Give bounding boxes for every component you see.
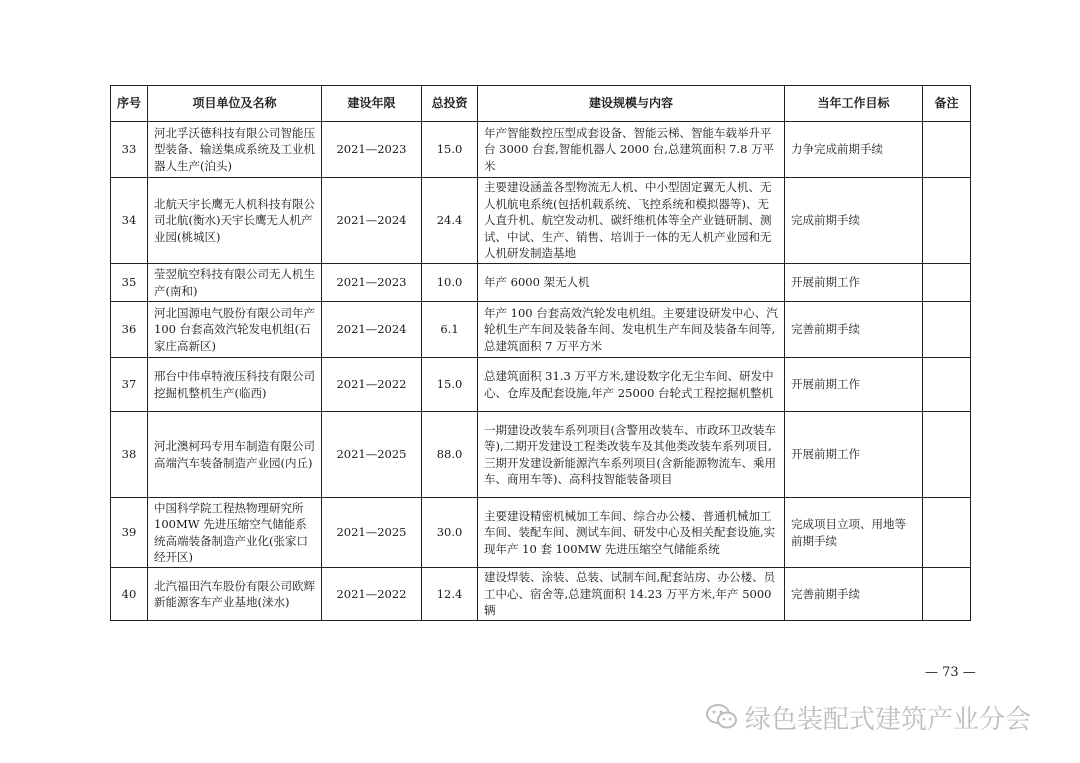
cell-years: 2021—2025 [322,498,422,568]
table-row [111,358,971,412]
cell-investment: 88.0 [422,412,478,498]
cell-name: 北汽福田汽车股份有限公司欧辉新能源客车产业基地(涞水) [148,568,322,621]
header-name: 项目单位及名称 [148,86,322,122]
cell-no: 38 [111,412,148,498]
cell-goal: 完成项目立项、用地等前期手续 [785,498,923,568]
wechat-icon [705,702,739,732]
cell-years: 2021—2022 [322,568,422,621]
cell-no: 37 [111,358,148,412]
cell-goal: 开展前期工作 [785,264,923,302]
cell-content: 年产 100 台套高效汽轮发电机组。主要建设研发中心、汽轮机生产车间及装备车间、发电机生产车间及装备车间等,总建筑面积 7 万平方米 [478,302,785,358]
cell-name: 邢台中伟卓特液压科技有限公司挖掘机整机生产(临西) [148,358,322,412]
cell-no: 33 [111,122,148,178]
cell-investment: 12.4 [422,568,478,621]
cell-content: 主要建设涵盖各型物流无人机、中小型固定翼无人机、无人机航电系统(包括机载系统、飞控系统和模拟器等)、无人直升机、航空发动机、碳纤维机体等全产业链研制、测试、中试、生产、销售、培训于一体的无人机产业园和无人机研发制造基地 [478,178,785,264]
cell-years: 2021—2024 [322,178,422,264]
cell-no: 40 [111,568,148,621]
table-row [111,302,971,358]
table-row [111,412,971,498]
table-row [111,568,971,621]
cell-investment: 15.0 [422,358,478,412]
header-investment: 总投资 [422,86,478,122]
header-no: 序号 [111,86,148,122]
header-note: 备注 [923,86,971,122]
table-header-row [111,86,971,122]
table-row [111,498,971,568]
cell-note [923,568,971,621]
cell-no: 35 [111,264,148,302]
cell-name: 北航天宇长鹰无人机科技有限公司北航(衡水)天宇长鹰无人机产业园(桃城区) [148,178,322,264]
cell-content: 主要建设精密机械加工车间、综合办公楼、普通机械加工车间、装配车间、测试车间、研发中心及相关配套设施,实现年产 10 套 100MW 先进压缩空气储能系统 [478,498,785,568]
cell-note [923,178,971,264]
cell-content: 一期建设改装车系列项目(含警用改装车、市政环卫改装车等),二期开发建设工程类改装车及其他类改装车系列项目,三期开发建设新能源汽车系列项目(含新能源物流车、乘用车、商用车等)、高科技智能装备项目 [478,412,785,498]
cell-years: 2021—2023 [322,122,422,178]
cell-investment: 10.0 [422,264,478,302]
cell-no: 39 [111,498,148,568]
project-table [110,85,971,621]
cell-content: 年产智能数控压型成套设备、智能云梯、智能车载举升平台 3000 台套,智能机器人 2000 台,总建筑面积 7.8 万平米 [478,122,785,178]
cell-years: 2021—2025 [322,412,422,498]
cell-goal: 完善前期手续 [785,568,923,621]
cell-no: 34 [111,178,148,264]
cell-name: 河北国源电气股份有限公司年产 100 台套高效汽轮发电机组(石家庄高新区) [148,302,322,358]
header-content: 建设规模与内容 [478,86,785,122]
cell-goal: 力争完成前期手续 [785,122,923,178]
cell-years: 2021—2023 [322,264,422,302]
cell-goal: 完成前期手续 [785,178,923,264]
cell-name: 莹翌航空科技有限公司无人机生产(南和) [148,264,322,302]
cell-investment: 6.1 [422,302,478,358]
table-row [111,264,971,302]
header-years: 建设年限 [322,86,422,122]
table-row [111,178,971,264]
cell-years: 2021—2022 [322,358,422,412]
cell-content: 建设焊装、涂装、总装、试制车间,配套站房、办公楼、员工中心、宿舍等,总建筑面积 14.23 万平方米,年产 5000 辆 [478,568,785,621]
cell-investment: 30.0 [422,498,478,568]
cell-note [923,302,971,358]
page-number: — 73 — [925,665,976,680]
cell-note [923,264,971,302]
cell-investment: 24.4 [422,178,478,264]
watermark-text: 绿色装配式建筑产业分会 [745,704,1032,735]
cell-investment: 15.0 [422,122,478,178]
cell-note [923,358,971,412]
cell-name: 河北孚沃德科技有限公司智能压型装备、输送集成系统及工业机器人生产(泊头) [148,122,322,178]
cell-goal: 开展前期工作 [785,358,923,412]
cell-note [923,122,971,178]
cell-years: 2021—2024 [322,302,422,358]
cell-note [923,412,971,498]
cell-content: 总建筑面积 31.3 万平方米,建设数字化无尘车间、研发中心、仓库及配套设施,年产 25000 台轮式工程挖掘机整机 [478,358,785,412]
header-goal: 当年工作目标 [785,86,923,122]
cell-note [923,498,971,568]
cell-goal: 完善前期手续 [785,302,923,358]
watermark [705,697,1031,737]
table-row [111,122,971,178]
cell-content: 年产 6000 架无人机 [478,264,785,302]
cell-no: 36 [111,302,148,358]
cell-goal: 开展前期工作 [785,412,923,498]
cell-name: 中国科学院工程热物理研究所 100MW 先进压缩空气储能系统高端装备制造产业化(张家口经开区) [148,498,322,568]
cell-name: 河北澳柯玛专用车制造有限公司高端汽车装备制造产业园(内丘) [148,412,322,498]
